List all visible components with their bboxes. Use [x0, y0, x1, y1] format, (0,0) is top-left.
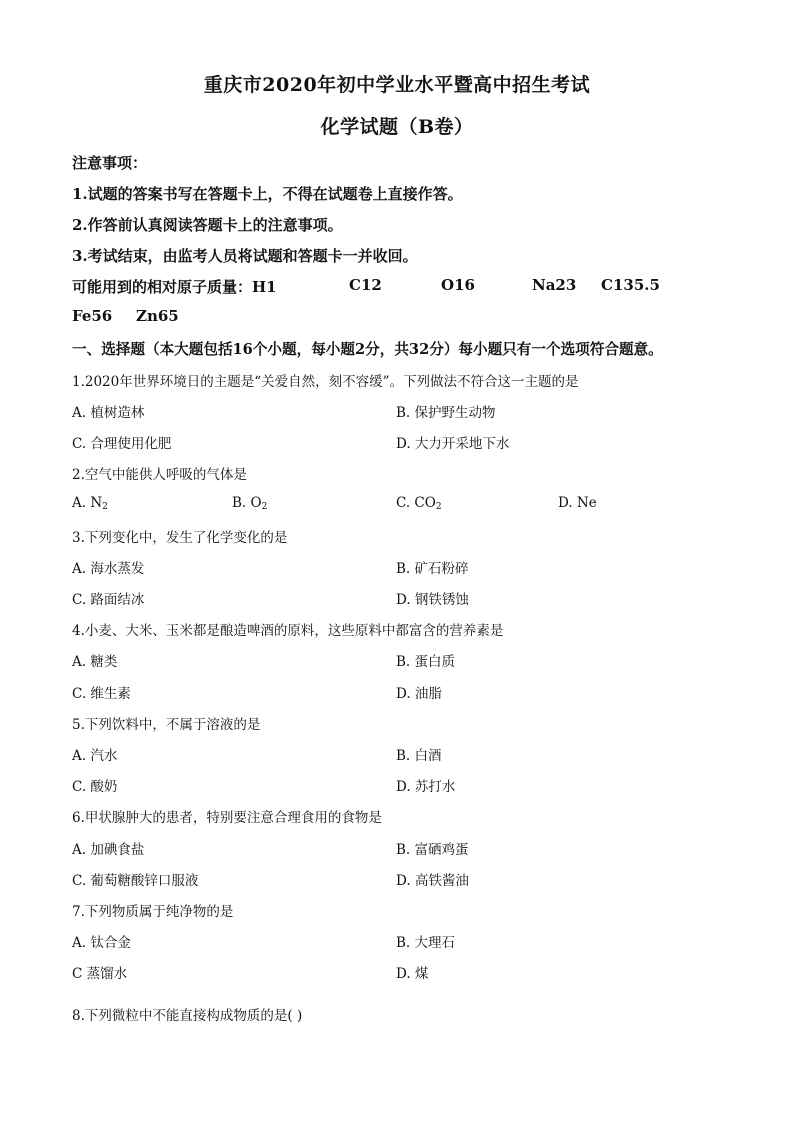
atomic-mass-o: O16: [441, 276, 475, 294]
question-2-option-c: C. $CO_2$: [396, 495, 442, 512]
atomic-mass-zn: Zn65: [136, 307, 179, 325]
note-item-1: 1.试题的答案书写在答题卡上，不得在试题卷上直接作答。: [72, 185, 463, 203]
question-2-option-b: B. $O_2$: [232, 495, 268, 512]
question-4-option-c: C. 维生素: [72, 686, 131, 702]
question-7-option-a: A. 钛合金: [72, 935, 131, 951]
question-6-stem: 6.甲状腺肿大的患者，特别要注意合理食用的食物是: [72, 810, 382, 826]
question-6-option-c: C. 葡萄糖酸锌口服液: [72, 873, 199, 889]
notes-heading: 注意事项：: [72, 154, 148, 172]
question-4-stem: 4.小麦、大米、玉米都是酿造啤酒的原料，这些原料中都富含的营养素是: [72, 623, 504, 639]
question-1-option-c: C. 合理使用化肥: [72, 436, 172, 452]
atomic-mass-na: Na23: [532, 276, 577, 294]
question-4-option-b: B. 蛋白质: [396, 654, 456, 670]
question-2-option-d: D. Ne: [558, 495, 597, 511]
question-4-option-d: D. 油脂: [396, 686, 442, 702]
question-5-option-b: B. 白酒: [396, 748, 442, 764]
question-3-option-a: A. 海水蒸发: [72, 561, 145, 577]
question-2-option-a: A. $N_2$: [72, 495, 108, 512]
question-1-option-d: D. 大力开采地下水: [396, 436, 510, 452]
atomic-mass-cl: C135.5: [601, 276, 660, 294]
question-7-stem: 7.下列物质属于纯净物的是: [72, 904, 234, 920]
question-5-option-a: A. 汽水: [72, 748, 118, 764]
question-6-option-a: A. 加碘食盐: [72, 842, 145, 858]
question-2-stem: 2.空气中能供人呼吸的气体是: [72, 467, 247, 483]
note-item-3: 3.考试结束，由监考人员将试题和答题卡一并收回。: [72, 247, 418, 265]
question-6-option-d: D. 高铁酱油: [396, 873, 469, 889]
question-1-option-a: A. 植树造林: [72, 405, 145, 421]
note-item-2: 2.作答前认真阅读答题卡上的注意事项。: [72, 216, 343, 234]
question-1-option-b: B. 保护野生动物: [396, 405, 496, 421]
question-5-option-c: C. 酸奶: [72, 779, 118, 795]
question-3-option-b: B. 矿石粉碎: [396, 561, 469, 577]
question-5-stem: 5.下列饮料中，不属于溶液的是: [72, 717, 261, 733]
atomic-mass-label: 可能用到的相对原子质量：H1: [72, 278, 277, 296]
section-1-heading: 一、选择题（本大题包括16个小题，每小题2分，共32分）每小题只有一个选项符合题意。: [72, 341, 663, 358]
exam-subtitle: 化学试题（B卷）: [320, 116, 474, 138]
question-1-stem: 1.2020年世界环境日的主题是“关爱自然，刻不容缓”。下列做法不符合这一主题的是: [72, 374, 579, 390]
exam-title: 重庆市2020年初中学业水平暨高中招生考试: [203, 74, 591, 96]
question-3-option-c: C. 路面结冰: [72, 592, 145, 608]
question-4-option-a: A. 糖类: [72, 654, 118, 670]
question-7-option-b: B. 大理石: [396, 935, 456, 951]
question-7-option-c: C 蒸馏水: [72, 966, 128, 982]
question-8-stem: 8.下列微粒中不能直接构成物质的是( ): [72, 1008, 303, 1024]
question-6-option-b: B. 富硒鸡蛋: [396, 842, 469, 858]
question-7-option-d: D. 煤: [396, 966, 429, 982]
question-3-stem: 3.下列变化中，发生了化学变化的是: [72, 530, 288, 546]
question-5-option-d: D. 苏打水: [396, 779, 456, 795]
atomic-mass-fe: Fe56: [72, 307, 113, 325]
atomic-mass-c: C12: [349, 276, 382, 294]
question-3-option-d: D. 钢铁锈蚀: [396, 592, 469, 608]
